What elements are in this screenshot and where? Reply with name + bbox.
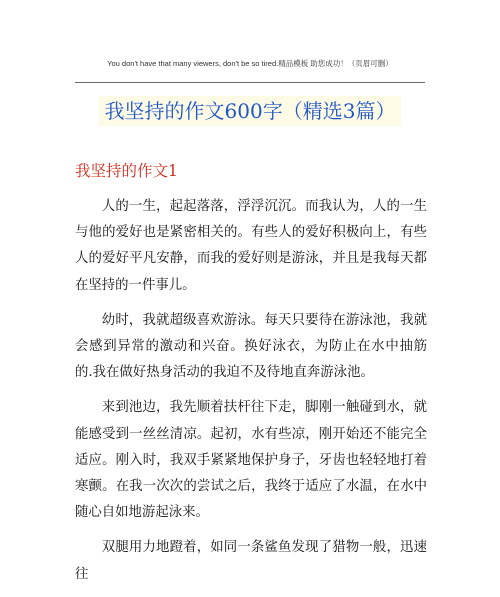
paragraph-4: 双腿用力地蹬着，如同一条鲨鱼发现了猎物一般，迅速往: [75, 540, 427, 582]
paragraph-2: 幼时，我就超级喜欢游泳。每天只要待在游泳池，我就会感到异常的激动和兴奋。换好泳衣，为防止在水中抽筋的.我在做好热身活动的我迫不及待地直奔游泳池。: [75, 312, 427, 381]
page-header: [0, 58, 500, 69]
header-text: You don't have that many viewers, don't be so tired.精品模板 助您成功！（页眉可删）: [107, 59, 393, 68]
document-title: 我坚持的作文600字（精选3篇）: [99, 96, 402, 126]
section-heading: 我坚持的作文1: [75, 162, 178, 180]
paragraph-3: 来到池边，我先顺着扶杆往下走，脚刚一触碰到水，就能感受到一丝丝清凉。起初，水有些凉，刚开始还不能完全适应。刚入时，我双手紧紧地保护身子，牙齿也轻轻地打着寒颤。在我一次次的尝试之后，我终于适应了水温，在水中随心自如地游起泳来。: [75, 400, 427, 521]
paragraph-1: 人的一生，起起落落，浮浮沉沉。而我认为，人的一生与他的爱好也是紧密相关的。有些人的爱好积极向上，有些人的爱好平凡安静，而我的爱好则是游泳，并且是我每天都在坚持的一件事儿。: [75, 199, 427, 293]
header-divider: [75, 82, 425, 83]
document-title-block: [0, 96, 500, 126]
document-body: [75, 194, 427, 597]
